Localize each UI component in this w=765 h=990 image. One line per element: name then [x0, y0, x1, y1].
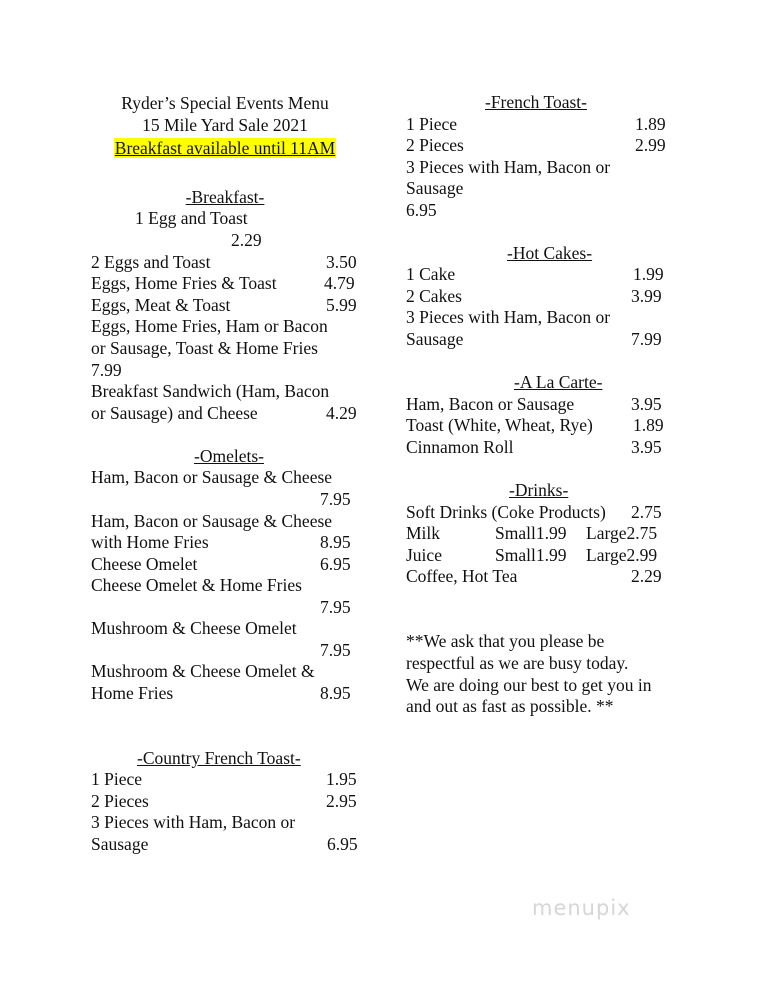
french-toast-item-name: 2 Pieces [406, 135, 464, 155]
breakfast-item-price: 4.79 [324, 273, 355, 293]
french-toast-item-name: 3 Pieces with Ham, Bacon or [406, 157, 611, 177]
country-french-toast-item-price: 1.95 [326, 769, 357, 789]
drink-small-price: Small1.99 [495, 523, 567, 543]
country-french-toast-item-name: Sausage [91, 834, 149, 854]
omelets-heading: -Omelets- [194, 446, 264, 466]
hot-cakes-item-name: 2 Cakes [406, 286, 462, 306]
omelet-item-name: Cheese Omelet [91, 554, 198, 574]
breakfast-item-name: Eggs, Home Fries & Toast [91, 273, 277, 293]
hot-cakes-item-name: 1 Cake [406, 264, 456, 284]
hot-cakes-heading: -Hot Cakes- [507, 243, 593, 263]
breakfast-item-name: Eggs, Home Fries, Ham or Bacon [91, 316, 328, 336]
omelet-item-name: Mushroom & Cheese Omelet [91, 618, 297, 638]
a-la-carte-item-price: 3.95 [631, 394, 662, 414]
country-french-toast-item-name: 1 Piece [91, 769, 143, 789]
menu-title: Ryder’s Special Events Menu [121, 93, 329, 113]
country-french-toast-heading: -Country French Toast- [137, 748, 301, 768]
french-toast-item-name: 1 Piece [406, 114, 458, 134]
omelet-item-name: with Home Fries [91, 532, 209, 552]
breakfast-item-price: 7.99 [91, 360, 122, 380]
drinks-heading: -Drinks- [509, 480, 569, 500]
a-la-carte-heading: -A La Carte- [514, 372, 603, 392]
omelet-item-name: Mushroom & Cheese Omelet & [91, 661, 315, 681]
hot-cakes-item-price: 1.99 [633, 264, 664, 284]
country-french-toast-item-price: 6.95 [327, 834, 358, 854]
a-la-carte-item-name: Toast (White, Wheat, Rye) [406, 415, 593, 435]
hot-cakes-item-price: 7.99 [631, 329, 662, 349]
hot-cakes-item-name: 3 Pieces with Ham, Bacon or [406, 307, 611, 327]
breakfast-item-price: 5.99 [326, 295, 357, 315]
hot-cakes-item-price: 3.99 [631, 286, 662, 306]
breakfast-item-price: 2.29 [231, 230, 262, 250]
french-toast-item-price: 1.89 [635, 114, 666, 134]
drink-item-name: Juice [406, 545, 442, 565]
drink-large-price: Large2.99 [586, 545, 658, 565]
drink-item-name: Coffee, Hot Tea [406, 566, 518, 586]
drink-item-price: 2.75 [631, 502, 662, 522]
menupix-watermark: menupix [532, 896, 631, 920]
breakfast-item-price: 3.50 [326, 252, 357, 272]
omelet-item-price: 6.95 [320, 554, 351, 574]
omelet-item-name: Home Fries [91, 683, 174, 703]
breakfast-heading: -Breakfast- [185, 187, 265, 207]
drink-small-price: Small1.99 [495, 545, 567, 565]
courtesy-note: We are doing our best to get you in [406, 675, 652, 695]
drink-item-name: Soft Drinks (Coke Products) [406, 502, 606, 522]
hot-cakes-item-name: Sausage [406, 329, 464, 349]
french-toast-heading: -French Toast- [485, 92, 587, 112]
country-french-toast-item-price: 2.95 [326, 791, 357, 811]
omelet-item-price: 8.95 [320, 532, 351, 552]
a-la-carte-item-price: 1.89 [633, 415, 664, 435]
courtesy-note: and out as fast as possible. ** [406, 696, 614, 716]
drink-item-name: Milk [406, 523, 441, 543]
a-la-carte-item-name: Ham, Bacon or Sausage [406, 394, 575, 414]
country-french-toast-item-name: 2 Pieces [91, 791, 149, 811]
breakfast-item-name: or Sausage, Toast & Home Fries [91, 338, 318, 358]
breakfast-item-name: 1 Egg and Toast [135, 208, 248, 228]
a-la-carte-item-price: 3.95 [631, 437, 662, 457]
omelet-item-price: 8.95 [320, 683, 351, 703]
country-french-toast-item-name: 3 Pieces with Ham, Bacon or [91, 812, 296, 832]
omelet-item-name: Cheese Omelet & Home Fries [91, 575, 302, 595]
a-la-carte-item-name: Cinnamon Roll [406, 437, 514, 457]
breakfast-item-name: Breakfast Sandwich (Ham, Bacon [91, 381, 330, 401]
breakfast-item-name: Eggs, Meat & Toast [91, 295, 231, 315]
breakfast-item-name: 2 Eggs and Toast [91, 252, 211, 272]
omelet-item-price: 7.95 [320, 597, 351, 617]
breakfast-hours-notice: Breakfast available until 11AM [114, 138, 336, 158]
french-toast-item-name: Sausage [406, 178, 464, 198]
drink-item-price: 2.29 [631, 566, 662, 586]
omelet-item-name: Ham, Bacon or Sausage & Cheese [91, 511, 333, 531]
omelet-item-name: Ham, Bacon or Sausage & Cheese [91, 467, 333, 487]
drink-large-price: Large2.75 [586, 523, 658, 543]
menu-subtitle: 15 Mile Yard Sale 2021 [142, 115, 308, 135]
courtesy-note: respectful as we are busy today. [406, 653, 629, 673]
courtesy-note: **We ask that you please be [406, 631, 605, 651]
breakfast-item-price: 4.29 [326, 403, 357, 423]
omelet-item-price: 7.95 [320, 640, 351, 660]
french-toast-item-price: 6.95 [406, 200, 437, 220]
omelet-item-price: 7.95 [320, 489, 351, 509]
french-toast-item-price: 2.99 [635, 135, 666, 155]
breakfast-item-name: or Sausage) and Cheese [91, 403, 258, 423]
